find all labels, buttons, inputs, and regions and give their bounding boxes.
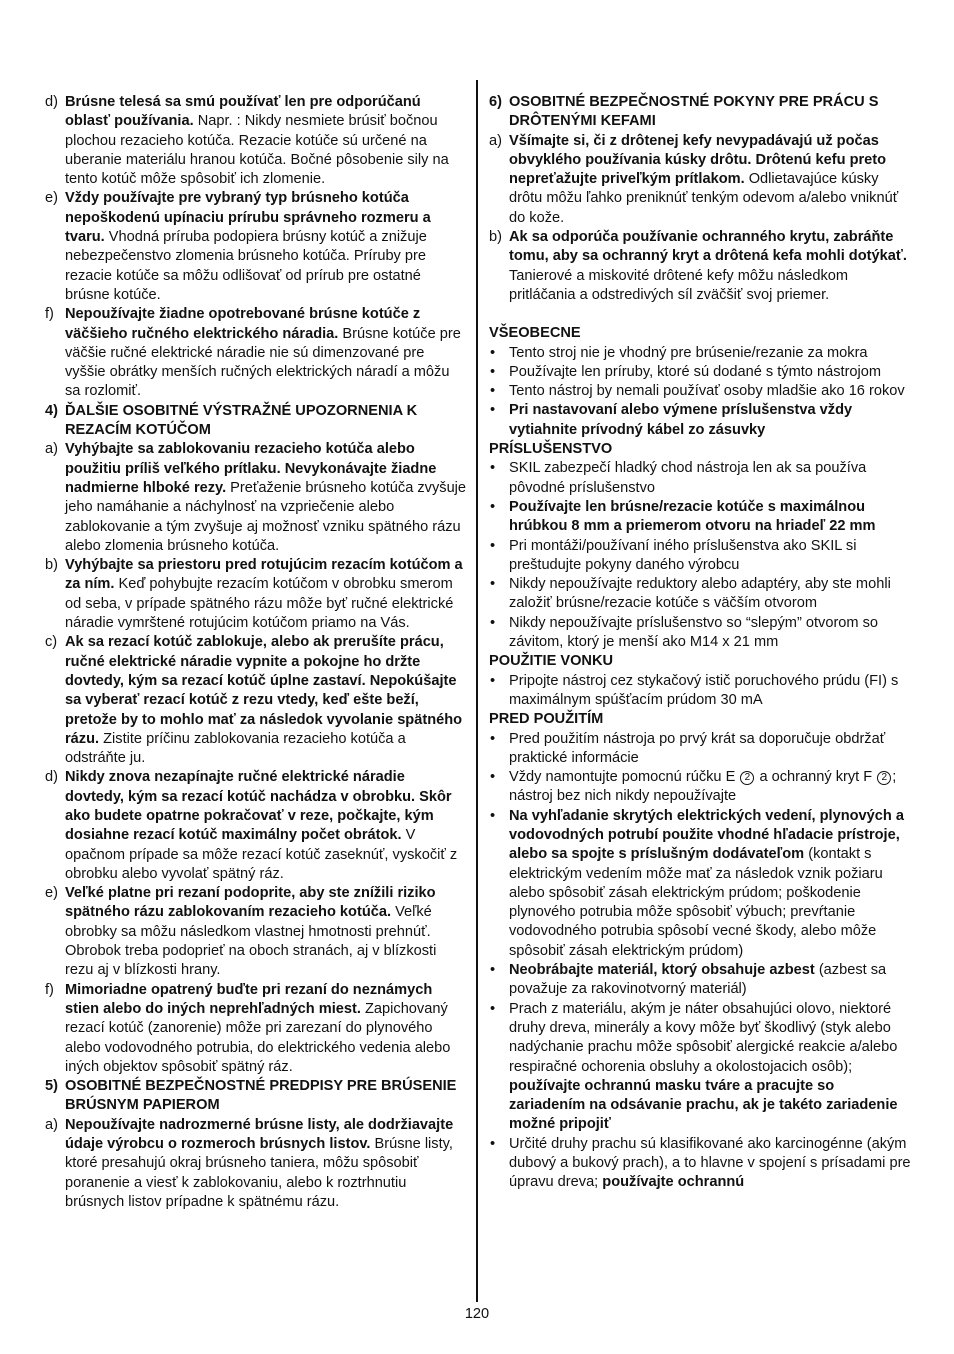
section-heading-accessories: PRÍSLUŠENSTVO: [489, 441, 613, 458]
section-heading: 5) OSOBITNÉ BEZPEČNOSTNÉ PREDPISY PRE BRÚSENIE BRÚSNYM PAPIEROM: [45, 1078, 457, 1114]
list-item: e) Veľké platne pri rezaní podoprite, aby ste znížili riziko spätného rázu zablokovaním rezacieho kotúča. Veľké obrobky sa môžu následkom vlastnej hmotnosti prehnúť. Obrobok treba podoprieť na oboch stranách, aj v blízkosti rezu aj v blízkosti hrany.: [45, 885, 437, 979]
bullet-item: • Na vyhľadanie skrytých elektrických vedení, plynových a vodovodných potrubí použite vhodné hľadacie prístroje, alebo sa spojte s príslušným dodávateľom (kontakt s elektrickým vedením môže mať za následok vznik požiaru alebo spôsobiť zásah elektrickým prúdom; poškodenie plynového potrubia môže spôsobiť výbuch; prevŕtanie vodovodného potrubia spôsobí vecné škody, alebo môže spôsobiť zásah elektrickým prúdom): [490, 807, 904, 959]
figure-ref-2-icon: 2: [877, 771, 891, 785]
bullet-item: • Tento nástroj by nemali používať osoby mladšie ako 16 rokov: [490, 383, 905, 400]
bullet-item: • Pred použitím nástroja po prvý krát sa doporučuje obdržať praktické informácie: [490, 730, 886, 766]
list-item: f) Nepoužívajte žiadne opotrebované brúsne kotúče z väčšieho ručného elektrického náradia. Brúsne kotúče pre väčšie ručné elektrické náradie nie sú dimenzované pre vyššie obrátky menších ručných elektrických náradí a môžu sa rozlomiť.: [45, 306, 461, 400]
list-item: d) Nikdy znova nezapínajte ručné elektrické náradie dovtedy, kým sa rezací kotúč nachádza v obrobku. Skôr ako budete opatrne pokračovať v reze, počkajte, kým dosiahne rezací kotúč maximálny počet obrátok. V opačnom prípade sa môže rezací kotúč zaseknúť, vyskočiť z obrobku alebo vyvolať spätný ráz.: [45, 769, 458, 882]
list-item: e) Vždy používajte pre vybraný typ brúsneho kotúča nepoškodenú upínaciu prírubu správneho rozmeru a tvaru. Vhodná príruba podopiera brúsny kotúč a znižuje nebezpečenstvo zlomenia brúsneho kotúča. Príruby pre rezacie kotúče sa môžu odlišovať od prírub pre ostatné brúsne kotúče.: [45, 190, 431, 303]
bullet-item: • Pripojte nástroj cez stykačový istič poruchového prúdu (FI) s maximálnym spúšťacím prúdom 30 mA: [490, 672, 899, 708]
bullet-item: • Pri montáži/používaní iného príslušenstva ako SKIL si preštudujte pokyny daného výrobcu: [490, 537, 857, 573]
right-column: [489, 93, 911, 1193]
left-column: [45, 93, 467, 1212]
list-item: d) Brúsne telesá sa smú používať len pre odporúčanú oblasť používania. Napr. : Nikdy nesmiete brúsiť bočnou plochou rezacieho kotúča. Rezacie kotúče sú určené na uberanie materiálu hranou kotúča. Bočné pôsobenie sily na tento kotúč môže spôsobiť ich zlomenie.: [45, 94, 449, 188]
list-item: c) Ak sa rezací kotúč zablokuje, alebo ak prerušíte prácu, ručné elektrické náradie vypnite a pokojne ho držte dovtedy, kým sa rezací kotúč úplne zastaví. Nepokúšajte sa vyberať rezací kotúč z rezu vtedy, keď ešte beží, pretože by to mohlo mať za následok vyvolanie spätného rázu. Zistite príčinu zablokovania rezacieho kotúča a odstráňte ju.: [45, 634, 463, 767]
page-number: 120: [464, 1306, 490, 1322]
section-heading: 4) ĎALŠIE OSOBITNÉ VÝSTRAŽNÉ UPOZORNENIA K REZACÍM KOTÚČOM: [45, 402, 418, 439]
list-item: f) Mimoriadne opatrený buďte pri rezaní do neznámych stien alebo do iných neprehľadných miest. Zapichovaný rezací kotúč (zanorenie) môže pri zarezaní do plynového alebo vodovodného potrubia, do elektrického vedenia alebo iných objektov spôsobiť spätný ráz.: [45, 981, 451, 1075]
list-item: a) Vyhýbajte sa zablokovaniu rezacieho kotúča alebo použitiu príliš veľkého prítlaku. Nevykonávajte žiadne nadmierne hlboké rezy. Preťaženie brúsneho kotúča zvyšuje jeho namáhanie a náchylnosť na vzpriečenie alebo zablokovanie a tým zvyšuje aj možnosť vzniku spätného rázu alebo zlomenia brúsneho kotúča.: [45, 441, 467, 554]
section-heading-before-use: PRED POUŽITÍM: [489, 711, 604, 728]
bullet-item: • Prach z materiálu, akým je náter obsahujúci olovo, niektoré druhy dreva, minerály a kovy môže byť škodlivý (styk alebo nadýchanie prachu môže spôsobiť alergické reakcie a/alebo respiračné ochorenia obsluhy a okolostojacich osôb); používajte ochrannú masku tváre a pracujte so zariadením na odsávanie prachu, ak je takéto zariadenie možné pripojiť: [490, 1000, 898, 1133]
bullet-item: • Tento stroj nie je vhodný pre brúsenie/rezanie za mokra: [490, 344, 868, 361]
bullet-item: • Pri nastavovaní alebo výmene príslušenstva vždy vytiahnite prívodný kábel zo zásuvky: [490, 402, 853, 438]
list-item: a) Nepoužívajte nadrozmerné brúsne listy, ale dodržiavajte údaje výrobcu o rozmeroch brúsnych listov. Brúsne listy, ktoré presahujú okraj brúsneho taniera, môžu spôsobiť poranenie a viesť k zablokovaniu, alebo k roztrhnutiu brúsnych listov prípadne k spätnému rázu.: [45, 1116, 454, 1210]
section-heading-general: VŠEOBECNE: [489, 325, 581, 342]
bullet-item: • Neobrábajte materiál, ktorý obsahuje azbest (azbest sa považuje za rakovinotvorný materiál): [490, 962, 887, 998]
list-item: b) Ak sa odporúča používanie ochranného krytu, zabráňte tomu, aby sa ochranný kryt a drôtená kefa mohli dotýkať. Tanierové a miskovité drôtené kefy môžu následkom pritláčania a odstredivých síl zväčšiť svoj priemer.: [489, 229, 907, 303]
bullet-item: • SKIL zabezpečí hladký chod nástroja len ak sa používa pôvodné príslušenstvo: [490, 460, 867, 496]
bullet-item: • Určité druhy prachu sú klasifikované ako karcinogénne (akým dubový a bukový prach), a to hlavne v spojení s prísadami pre úpravu dreva; používajte ochrannú: [490, 1135, 911, 1191]
bullet-item: • Nikdy nepoužívajte reduktory alebo adaptéry, aby ste mohli založiť brúsne/rezacie kotúče s väčším otvorom: [490, 576, 891, 612]
bullet-item: • Nikdy nepoužívajte príslušenstvo so “slepým” otvorom so závitom, ktorý je menší ako M14 x 21 mm: [490, 614, 879, 651]
figure-ref-2-icon: 2: [740, 771, 754, 785]
bullet-item: • Používajte len príruby, ktoré sú dodané s týmto nástrojom: [490, 363, 882, 380]
list-item: b) Vyhýbajte sa priestoru pred rotujúcim rezacím kotúčom a za ním. Keď pohybujte rezacím kotúčom v obrobku smerom od seba, v prípade spätného rázu môže byť ručné elektrické náradie vymrštené rotujúcim kotúčom priamo na Vás.: [45, 557, 463, 632]
column-divider: [476, 80, 478, 1302]
section-heading-outdoor: POUŽITIE VONKU: [489, 653, 614, 670]
list-item: a) Všímajte si, či z drôtenej kefy nevypadávajú už počas obvyklého používania kúsky drôtu. Drôtenú kefu preto nepreťažujte priveľkým prítlakom. Odlietavajúce kúsky drôtu môžu ľahko preniknúť tenkým odevom a/alebo vniknúť do kože.: [489, 132, 899, 226]
bullet-item: • Používajte len brúsne/rezacie kotúče s maximálnou hrúbkou 8 mm a priemerom otvoru na hriadeľ 22 mm: [490, 498, 876, 535]
section-heading: 6) OSOBITNÉ BEZPEČNOSTNÉ POKYNY PRE PRÁCU S DRÔTENÝMI KEFAMI: [489, 94, 879, 130]
bullet-item: • Vždy namontujte pomocnú rúčku E 2 a ochranný kryt F 2 ; nástroj bez nich nikdy nepoužívajte: [490, 769, 897, 805]
